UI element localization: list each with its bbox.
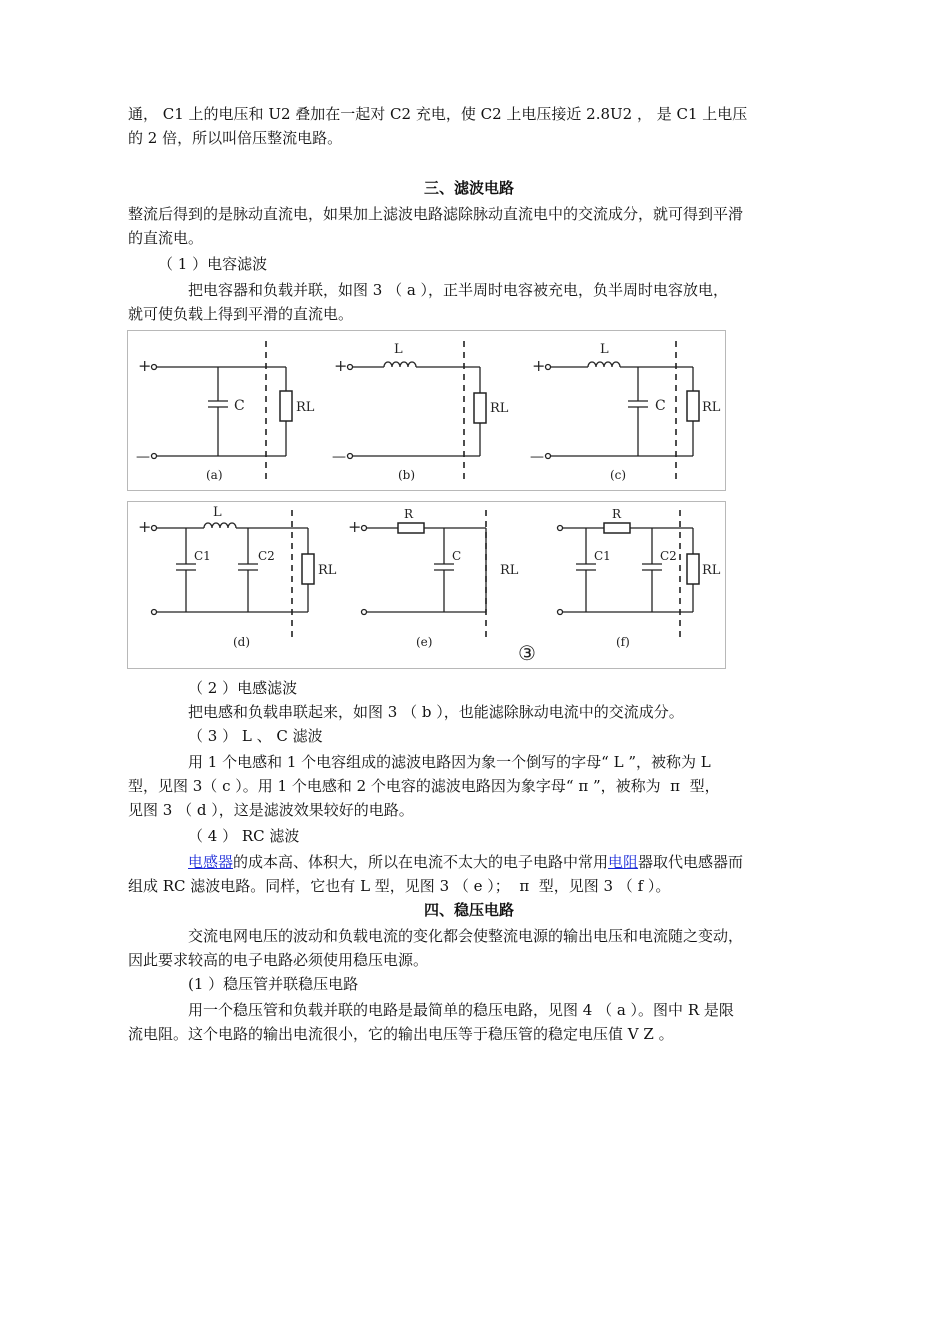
text-line: 整流后得到的是脉动直流电，如果加上滤波电路滤除脉动直流电中的交流成分，就可得到平滑 xyxy=(128,205,744,223)
paragraph-regulator-intro xyxy=(128,924,810,972)
text-line: 组成 RC 滤波电路。同样，它也有 L 型，见图 3 （ e ）； π 型，见图 3 （ f ）。 xyxy=(128,877,671,895)
link-inductor[interactable]: 电感器 xyxy=(188,853,234,871)
plus-label: + xyxy=(532,356,546,375)
paragraph-rc-filter xyxy=(128,850,810,898)
section-heading-filter: 三、滤波电路 xyxy=(423,179,514,197)
load-label: RL xyxy=(296,400,315,415)
text-line: 把电容器和负载并联，如图 3 （ a ），正半周时电容被充电，负半周时电容放电， xyxy=(188,281,729,299)
resistor-label: R xyxy=(404,507,414,521)
text-line: 见图 3 （ d ），这是滤波效果较好的电路。 xyxy=(128,801,414,819)
text-line: 就可使负载上得到平滑的直流电。 xyxy=(128,305,354,323)
subheading-rc-filter: （ 4 ） RC 滤波 xyxy=(188,827,300,845)
section-heading-regulator: 四、稳压电路 xyxy=(423,901,514,919)
capacitor-label: C xyxy=(452,549,462,563)
load-label: RL xyxy=(318,563,337,578)
capacitor-label: C xyxy=(234,398,245,414)
paragraph-filter-intro xyxy=(128,202,810,250)
capacitor-label: C xyxy=(655,398,666,414)
paragraph-voltage-doubler xyxy=(128,102,810,150)
circuit-c xyxy=(530,341,721,482)
inductor-label: L xyxy=(213,505,222,520)
text-line: 用一个稳压管和负载并联的电路是最简单的稳压电路，见图 4 （ a ）。图中 R 是限 xyxy=(188,1001,734,1019)
resistor-label: R xyxy=(612,507,622,521)
inductor-label: L xyxy=(394,342,403,357)
figure-number: ③ xyxy=(518,641,536,665)
circuit-f xyxy=(558,507,721,649)
figure-3-bottom-row xyxy=(127,501,726,669)
c1-label: C1 xyxy=(594,549,611,563)
caption-a: (a) xyxy=(206,468,223,482)
c1-label: C1 xyxy=(194,549,211,563)
text-line: 的直流电。 xyxy=(128,229,204,247)
subheading-zener-regulator: (1 ）稳压管并联稳压电路 xyxy=(188,975,359,993)
text-line: 的 2 倍，所以叫倍压整流电路。 xyxy=(128,129,343,147)
minus-label: — xyxy=(136,449,150,465)
c2-label: C2 xyxy=(258,549,275,563)
load-label: RL xyxy=(490,401,509,416)
subheading-capacitor-filter: （ 1 ）电容滤波 xyxy=(158,255,268,273)
paragraph-inductor-filter: 把电感和负载串联起来，如图 3 （ b ），也能滤除脉动电流中的交流成分。 xyxy=(188,703,684,721)
text-line: 因此要求较高的电子电路必须使用稳压电源。 xyxy=(128,951,429,969)
subheading-lc-filter: （ 3 ） L 、 C 滤波 xyxy=(188,727,323,745)
load-label: RL xyxy=(702,563,721,578)
text-line: 通， C1 上的电压和 U2 叠加在一起对 C2 充电，使 C2 上电压接近 2.8U2 ， 是 C1 上电压 xyxy=(128,105,748,123)
inductor-label: L xyxy=(600,342,609,357)
load-label: RL xyxy=(702,400,721,415)
minus-label: — xyxy=(332,449,346,465)
paragraph-zener-regulator xyxy=(128,998,810,1046)
text-line: 型，见图 3（ c ）。用 1 个电感和 2 个电容的滤波电路因为象字母“ π ”，被称为 π 型， xyxy=(128,777,720,795)
minus-label: — xyxy=(530,449,544,465)
subheading-inductor-filter: （ 2 ）电感滤波 xyxy=(188,679,298,697)
text-line: 电感器的成本高、体积大，所以在电流不太大的电子电路中常用电阻器取代电感器而 xyxy=(188,853,744,871)
text-line: 流电阻。这个电路的输出电流很小，它的输出电压等于稳压管的稳定电压值 V Z 。 xyxy=(128,1025,674,1043)
caption-f: (f) xyxy=(616,635,630,649)
caption-e: (e) xyxy=(416,635,433,649)
paragraph-capacitor-filter xyxy=(128,278,810,326)
paragraph-lc-filter xyxy=(128,750,810,822)
plus-label: + xyxy=(334,356,348,375)
caption-c: (c) xyxy=(610,468,627,482)
link-resistor[interactable]: 电阻 xyxy=(608,853,639,871)
circuit-e xyxy=(348,507,536,665)
load-label: RL xyxy=(500,563,519,578)
plus-label: + xyxy=(348,517,362,536)
plus-label: + xyxy=(138,356,152,375)
caption-d: (d) xyxy=(233,635,251,649)
figure-3-top-row xyxy=(127,330,726,491)
text-line: 用 1 个电感和 1 个电容组成的滤波电路因为象一个倒写的字母“ L ”，被称为 L xyxy=(188,753,711,771)
circuit-a xyxy=(136,341,315,482)
plus-label: + xyxy=(138,517,152,536)
text-line: 交流电网电压的波动和负载电流的变化都会使整流电源的输出电压和电流随之变动， xyxy=(188,927,744,945)
circuit-d xyxy=(138,505,337,649)
caption-b: (b) xyxy=(398,468,416,482)
c2-label: C2 xyxy=(660,549,677,563)
circuit-b xyxy=(332,341,509,482)
